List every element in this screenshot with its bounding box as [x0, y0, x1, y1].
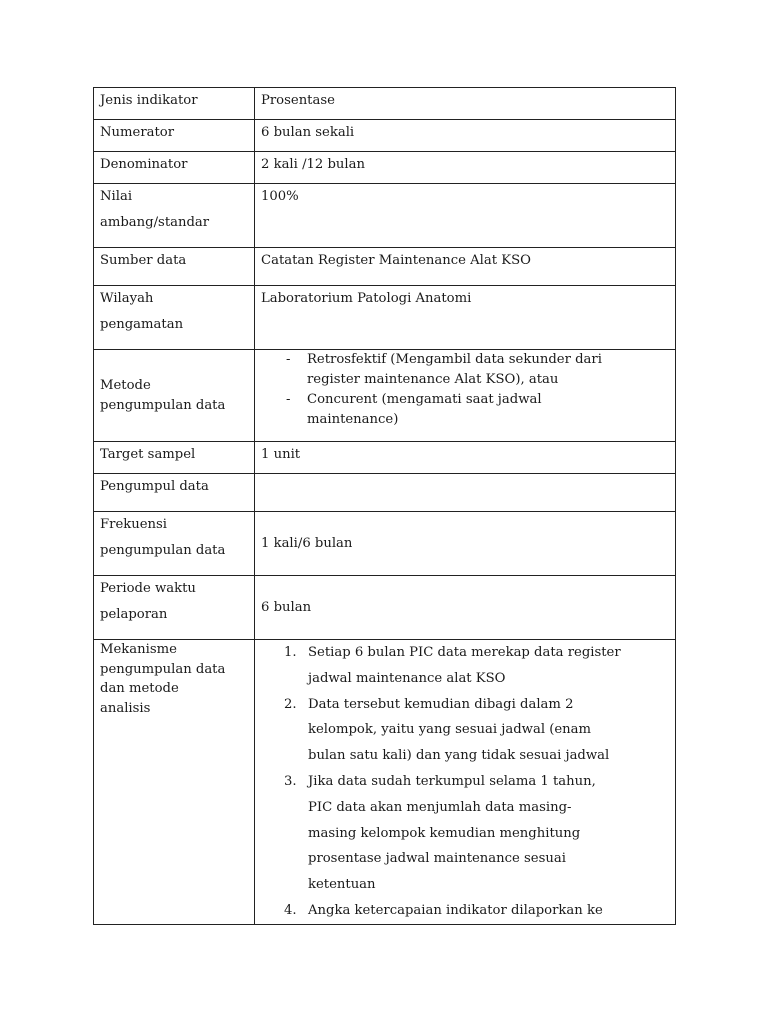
row-value: Catatan Register Maintenance Alat KSO [255, 248, 676, 286]
list-item-line: Setiap 6 bulan PIC data merekap data register [308, 645, 621, 660]
row-value: 1 kali/6 bulan [255, 512, 676, 576]
list-number: 3. [284, 773, 297, 789]
table-row [94, 442, 676, 474]
label-line: pengumpulan data [100, 661, 226, 677]
row-label [94, 350, 255, 442]
label-line: pengamatan [100, 317, 184, 332]
label-line: Metode [100, 377, 151, 393]
label-line: Mekanisme [100, 642, 177, 657]
row-value [255, 474, 676, 512]
list-number: 4. [284, 902, 297, 918]
list-item-line: Angka ketercapaian indikator dilaporkan ke [308, 902, 603, 918]
list-number: 2. [284, 696, 297, 712]
table-row [94, 286, 676, 350]
row-label [94, 576, 255, 640]
row-value: 1 unit [255, 442, 676, 474]
label-line: Periode waktu [100, 581, 196, 596]
table-row [94, 120, 676, 152]
row-label [94, 640, 255, 925]
row-label: Sumber data [94, 248, 255, 286]
table-row [94, 88, 676, 120]
table-row [94, 350, 676, 442]
row-label: Target sampel [94, 442, 255, 474]
indicator-profile-table [93, 87, 676, 925]
list-item-line: - Concurent (mengamati saat jadwal [307, 392, 542, 407]
list-number: 1. [284, 645, 297, 660]
list-item-line: ketentuan [308, 877, 376, 893]
list-item [284, 769, 669, 898]
row-label: Pengumpul data [94, 474, 255, 512]
list-item-line: Jika data sudah terkumpul selama 1 tahun, [308, 773, 596, 789]
list-item-line: jadwal maintenance alat KSO [308, 670, 506, 686]
table-row [94, 184, 676, 248]
list-item [284, 692, 669, 769]
table-row [94, 248, 676, 286]
row-label [94, 512, 255, 576]
row-label [94, 286, 255, 350]
method-list [261, 350, 669, 430]
list-item-line: prosentase jadwal maintenance sesuai [308, 851, 566, 867]
row-label: Numerator [94, 120, 255, 152]
row-value: 6 bulan sekali [255, 120, 676, 152]
row-value [255, 640, 676, 925]
list-item-line: - Retrosfektif (Mengambil data sekunder dari [307, 352, 602, 367]
list-item-line: register maintenance Alat KSO), atau [307, 372, 559, 387]
list-item-line: Data tersebut kemudian dibagi dalam 2 [308, 696, 574, 712]
row-value: 6 bulan [255, 576, 676, 640]
list-item-line: kelompok, yaitu yang sesuai jadwal (enam [308, 722, 592, 738]
table-row [94, 576, 676, 640]
table-row [94, 640, 676, 925]
label-line: pengumpulan data [100, 397, 226, 413]
row-value: 100% [255, 184, 676, 248]
row-value: Laboratorium Patologi Anatomi [255, 286, 676, 350]
label-line: pengumpulan data [100, 543, 226, 558]
list-item-line: masing kelompok kemudian menghitung [308, 825, 581, 841]
label-line: Wilayah [100, 291, 154, 306]
label-line: Nilai [100, 189, 133, 204]
table-row [94, 474, 676, 512]
list-item [284, 640, 669, 692]
row-value: Prosentase [255, 88, 676, 120]
row-value: 2 kali /12 bulan [255, 152, 676, 184]
mechanism-list [261, 640, 669, 924]
table-row [94, 512, 676, 576]
list-item-line: bulan satu kali) dan yang tidak sesuai jadwal [308, 748, 610, 764]
label-line: analisis [100, 700, 151, 716]
label-line: Frekuensi [100, 517, 168, 532]
table-row [94, 152, 676, 184]
row-value [255, 350, 676, 442]
list-item [286, 390, 669, 430]
row-label [94, 184, 255, 248]
row-label: Jenis indikator [94, 88, 255, 120]
label-line: pelaporan [100, 607, 168, 622]
list-item-line: maintenance) [307, 412, 399, 427]
list-item [284, 898, 669, 924]
list-item-line: PIC data akan menjumlah data masing- [308, 799, 572, 815]
label-line: ambang/standar [100, 215, 210, 230]
label-line: dan metode [100, 681, 179, 696]
row-label: Denominator [94, 152, 255, 184]
list-item [286, 350, 669, 390]
